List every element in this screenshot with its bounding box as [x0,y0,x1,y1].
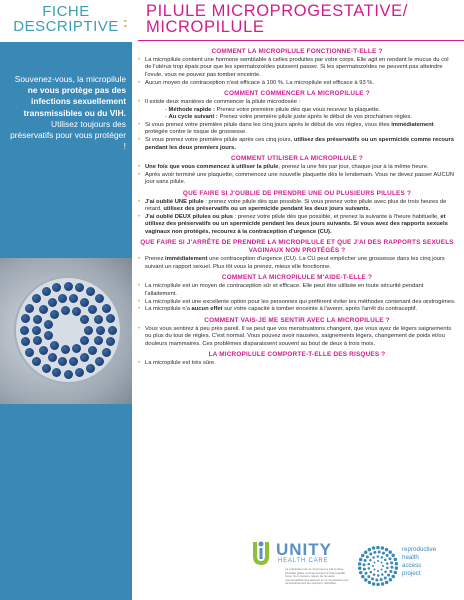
list-item-text: une contraception d'urgence (CU). La CU peut empêcher une grossesse dans les cinq jours suivant un rapport sexuel. Plus tôt vous la prenez, mieux elle fonctionne. [145,256,445,270]
burst-dot [385,581,389,585]
rhap-wordmark [402,546,436,578]
burst-dot [388,550,392,554]
burst-dot [384,570,387,573]
unity-name: UNITY [276,540,332,559]
list-item [138,306,456,313]
list-item-text: Si vous prenez votre première pilule après ces cinq jours, [145,137,294,144]
section-list-how-start [138,99,456,152]
burst-dot [386,567,389,570]
pill [33,315,42,324]
burst-dot [395,566,398,570]
main-content [138,48,456,370]
rhap-starburst-icon [358,546,398,586]
section-title-missed-pills: QUE FAIRE SI J'OUBLIE DE PRENDRE UNE OU PLUSIEURS PILULES ? [182,189,412,197]
list-item [138,122,456,137]
page-title-line1: PILULE MICROPROGESTATIVE/ [146,2,408,20]
list-item: • La micropilule est une excellente option pour les personnes qui préfèrent éviter les méthodes contenant des œstrogènes. [138,299,456,306]
burst-dot [363,568,366,571]
burst-dot [378,551,381,554]
burst-dot [368,548,372,552]
pill [21,337,30,346]
burst-dot [375,578,378,581]
rhap-line-3: access [402,562,422,569]
burst-dot [377,555,380,558]
burst-dot [385,548,389,552]
burst-dot [358,562,361,566]
burst-dot [390,566,393,569]
pill [64,282,73,291]
pill [84,326,93,335]
list-item-text: Prenez [145,256,165,263]
pill [94,315,103,324]
doc-type-line2: DESCRIPTIVE [13,18,119,35]
burst-dot [381,556,384,559]
pill [80,298,89,307]
burst-dot [386,562,389,565]
sidebar-text-bold: ne vous protège pas des infections sexuellement transmissibles ou du VIH. [23,85,126,118]
list-item-bold: utilisez des préservatifs ou un spermicide comme recours pendant les deux premiers jours. [145,137,454,151]
list-item-bold: immédiatement [164,256,208,263]
page-title [146,3,408,35]
burst-dot [386,554,389,557]
section-list-benefits [138,283,456,314]
burst-dot [373,551,376,554]
pill [50,341,59,350]
burst-dot [390,561,393,564]
header-colon: : [123,14,128,30]
list-item-text: La micropilule n'a [145,306,192,313]
burst-dot [384,576,387,579]
burst-dot [381,561,383,563]
rhap-line-4: project [402,570,421,577]
pill [95,294,104,303]
burst-dot [367,563,370,566]
list-item: • La micropilule est très sûre. [138,360,456,367]
burst-dot [368,567,371,570]
burst-dot [376,583,380,586]
pill [80,315,89,324]
list-item: • Aucun moyen de contraception n'est efficace à 100 %. La micropilule est efficace à 93 %. [138,80,456,87]
list-item-text: , prenez la une fois par jour, chaque jour à la même heure. [278,163,429,170]
pill [20,326,29,335]
burst-dot [372,546,376,550]
section-list-how-works [138,57,456,87]
burst-dot [394,571,398,575]
burst-dot [364,578,368,582]
pill [108,326,117,335]
section-title-benefits: COMMENT LA MICROPILULE M'AIDE-T-ELLE ? [221,274,373,282]
section-list-risks [138,360,456,367]
burst-dot [377,570,379,572]
blister-pack [14,276,122,384]
pill [42,287,51,296]
list-item [138,164,456,171]
section-title-how-start: COMMENT COMMENCER LA MICROPILULE ? [224,90,370,98]
pill [69,294,78,303]
burst-dot [361,575,365,579]
sub-item-text: Prenez votre première pilule juste après le début de vos prochaines règles. [217,113,412,120]
burst-dot [389,570,392,573]
list-item-bold: J'ai oublié DEUX pilules ou plus [145,214,234,220]
pill [86,364,95,373]
section-title-how-works: COMMENT LA MICROPILULE FONCTIONNE-T-ELLE ? [211,48,383,55]
doc-type-label [0,4,132,34]
burst-dot [367,575,370,578]
doc-type-line1: FICHE [42,3,90,20]
burst-dot [364,559,367,562]
burst-dot [381,569,383,571]
pill [39,346,48,355]
list-item-bold: J'ai oublié UNE pilule [145,198,204,205]
pill [106,337,115,346]
pill [61,306,70,315]
burst-dot [389,578,393,582]
pill [42,364,51,373]
burst-dot [391,554,395,558]
burst-dot [365,572,368,575]
pill [69,357,78,366]
burst-dot [394,558,398,562]
list-item-text: Il existe deux manières de commencer la pilule microdosée : [145,99,301,106]
list-item [138,214,456,236]
pill [72,344,81,353]
rhap-line-1: reproductive [402,546,437,553]
burst-dot [392,575,396,579]
burst-dot [369,553,372,556]
pill [88,305,97,314]
pill [58,294,67,303]
burst-dot [381,582,385,586]
list-item-bold: Une fois que vous commencez à utiliser la pilule [145,163,279,170]
burst-dot [364,550,368,554]
burst-dot [369,559,372,562]
burst-dot [361,554,365,558]
list-item-bold: utilisez des préservatifs ou un spermicide pendant les deux jours suivants. [163,206,371,213]
burst-dot [377,574,380,577]
burst-dot [377,560,379,562]
list-item-text: : prenez votre pilule dès que possible, et prenez la suivante à l'heure habituelle, [233,214,441,220]
list-item: • Après avoir terminé une plaquette, commencez une nouvelle plaquette dès le lendemain. Vous ne devez passer AUCUN jour sans pilule. [138,172,456,187]
sidebar-reminder [6,74,126,152]
burst-dot [387,574,390,577]
unity-mark-icon [250,538,272,568]
burst-dot [372,582,376,586]
footer-date-url: Février 2021 / www.reproductiveaccess.org [22,569,118,575]
section-title-risks: LA MICROPILULE COMPORTE-T-ELLE DES RISQUES ? [208,351,386,359]
burst-dot [381,573,384,576]
pill [86,287,95,296]
list-item [138,137,456,152]
list-item-text: protégée contre le risque de grossesse. [145,129,247,136]
list-item-text: : prenez votre pilule dès que possible. Si vous prenez votre pilule avec plus de trois heures de retard, [145,198,447,213]
sub-item-next-cycle: - Au cycle suivant : Prenez votre première pilule juste après le début de vos prochaines règles. [165,113,412,120]
unity-subtitle: HEALTH CARE [278,558,329,564]
sub-item-text: Prenez votre première pilule dès que vous recevez la plaquette. [214,106,381,113]
list-item [138,199,456,214]
burst-dot [373,561,375,563]
burst-dot [382,552,385,555]
burst-dot [369,571,372,574]
sub-item-quick: - Méthode rapide : Prenez votre première pilule dès que vous recevez la plaquette. [165,106,381,113]
burst-dot [382,565,384,567]
page-title-line2: MICROPILULE [146,18,265,36]
pill [64,370,73,379]
section-list-missed-pills [138,199,456,237]
pill [58,357,67,366]
list-item-bold: et utilisez des préservatifs ou un spermicide pendant les deux jours suivants. Si vous avez des rapports sexuels vaginaux non protégés, recourez à la contraception d'urgence (CU). [145,214,448,235]
pill [88,346,97,355]
section-title-stop-pill: QUE FAIRE SI J'ARRÊTE DE PRENDRE LA MICROPILULE ET QUE J'AI DES RAPPORTS SEXUELS VAGINAUX NON PROTÉGÉS ? [140,239,454,254]
sidebar-text-2: Utilisez toujours des préservatifs pour vous protéger ! [10,118,126,152]
pill [102,304,111,313]
header-divider [138,40,464,41]
pill [48,353,57,362]
pill [25,348,34,357]
burst-dot [372,565,374,567]
list-item-bold: aucun effet [191,306,223,313]
pill [39,305,48,314]
sub-item-label: Méthode rapide : [168,106,215,113]
list-item [138,256,456,271]
section-list-feel [138,326,456,348]
pill-pack-photo [0,258,132,404]
sidebar [0,42,132,600]
burst-dot [384,559,387,562]
pill [102,348,111,357]
rhap-line-2: health [402,554,419,561]
sub-item-label: Au cycle suivant : [168,113,218,120]
burst-dot [358,567,361,571]
burst-dot [388,557,391,560]
list-item: • La micropilule contient une hormone semblable à celles produites par votre corps. Elle agit en rendant le mucus du col de l'utérus trop épais pour que les spermatozoïdes puissent passer. Si les spermatozoïdes ne peuvent pas atteindre l'ovule, vous ne pouvez pas tomber enceinte. [138,57,456,79]
list-item: • La micropilule est un moyen de contraception sûr et efficace. Elle peut être utilisée en toute sécurité pendant l'allaitement. [138,283,456,298]
list-item-text: Si vous prenez votre première pilule dans les cinq jours après le début de vos règles, vous êtes [145,121,392,128]
pill [32,357,41,366]
pill [32,326,41,335]
pill [75,283,84,292]
rhap-logo [358,546,462,586]
burst-dot [381,546,385,550]
burst-dot [363,563,366,566]
list-item [138,99,456,121]
list-item-bold: immédiatement [391,121,434,128]
pill [80,353,89,362]
section-list-how-use [138,164,456,187]
burst-dot [366,555,369,558]
pill [61,345,70,354]
burst-dot [395,562,398,566]
section-list-stop-pill [138,256,456,271]
burst-dot [372,556,375,559]
pill [48,298,57,307]
funding-fine-print: La publication de ce document a été rendue possible grâce au financement d'Unity Health Care. Son contenu relève de la seule responsabilité des auteurs et ne représente pas nécessairement les opinions officielles. [285,567,349,586]
list-item-text: sur votre capacité à tomber enceinte à l'avenir, après l'arrêt du contraceptif. [222,306,418,313]
burst-dot [376,546,380,549]
section-title-feel: COMMENT VAIS-JE ME SENTIR AVEC LA MICROPILULE ? [204,316,390,324]
section-title-how-use: COMMENT UTILISER LA MICROPILULE ? [230,154,364,162]
burst-dot [373,569,375,571]
burst-dot [380,578,383,581]
page-header [0,0,464,42]
sidebar-text-1: Souvenez-vous, la micropilule [14,74,126,84]
burst-dot [359,558,363,562]
pill [75,368,84,377]
pill [94,336,103,345]
burst-dot [373,573,376,576]
pill [25,304,34,313]
burst-dot [359,571,363,575]
list-item: • Vous vous sentirez à peu près pareil. Il se peut que vos menstruations changent, que vous ayez de légers saignements ou plus du tout de règles. C'est normal. Vous pouvez avoir nausées, saignements légers, changement de poids et/ou douleurs mammaires. Ces problèmes disparaissent souvent au bout de deux à trois mois. [138,326,456,348]
burst-dot [371,577,374,580]
pill [95,357,104,366]
burst-dot [368,581,372,585]
pill [96,326,105,335]
